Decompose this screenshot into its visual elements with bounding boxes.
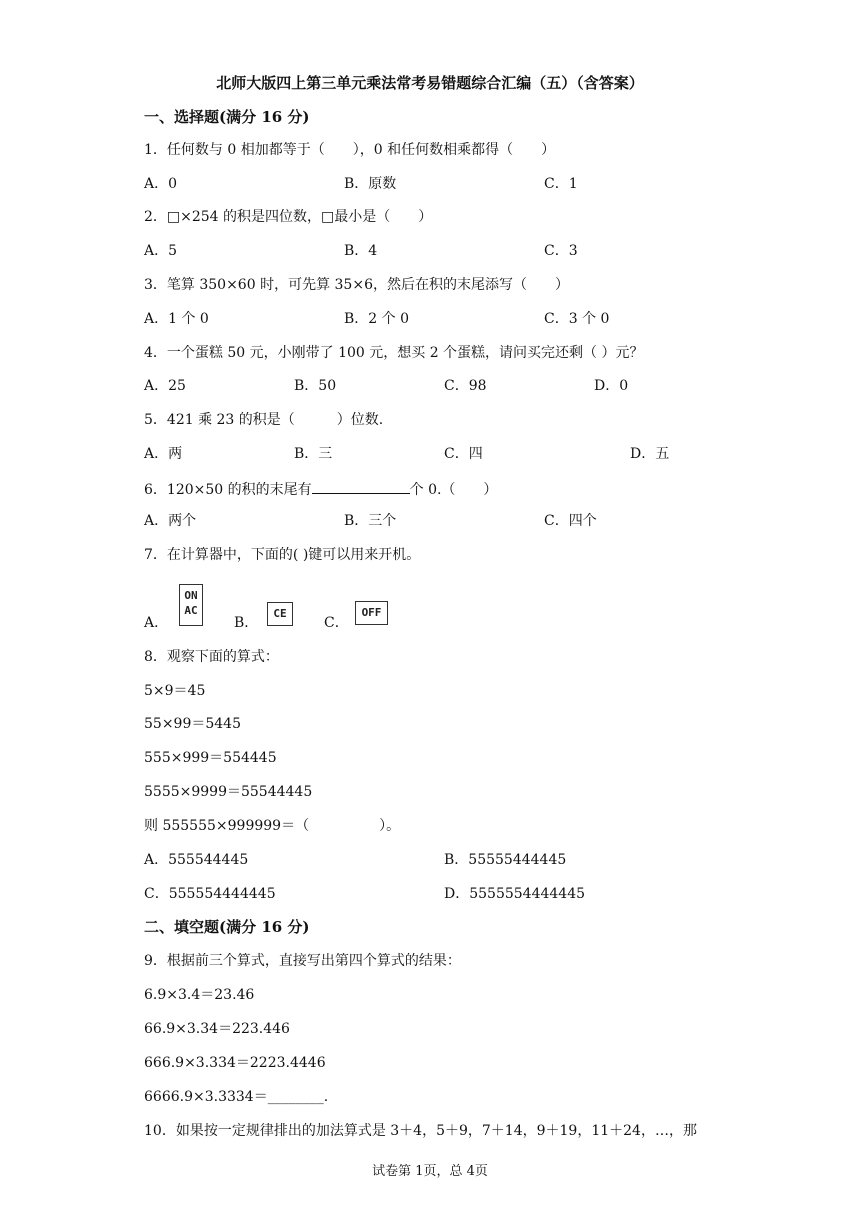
question-4-option-c: C．98: [444, 378, 487, 394]
question-3-option-a: A．1 个 0: [144, 311, 209, 327]
equation-line: 5×9＝45: [144, 683, 206, 699]
question-6-option-a: A．两个: [144, 513, 197, 529]
ce-key-icon: [267, 602, 293, 626]
question-5-option-a: A．两: [144, 446, 183, 462]
question-8-stem: 8．观察下面的算式：: [144, 649, 279, 665]
question-3-option-b: B．2 个 0: [344, 311, 410, 327]
question-5-option-b: B．三: [294, 446, 333, 462]
question-10-stem: 10．如果按一定规律排出的加法算式是 3＋4，5＋9，7＋14，9＋19，11＋24，…，那: [144, 1123, 697, 1139]
question-5-stem: 5．421 乘 23 的积是（ ）位数.: [144, 412, 384, 428]
question-9-stem: 9．根据前三个算式，直接写出第四个算式的结果：: [144, 953, 461, 969]
answer-blank[interactable]: [312, 479, 410, 494]
question-3-stem: 3．笔算 350×60 时，可先算 35×6，然后在积的末尾添写（ ）: [144, 277, 569, 293]
question-1-stem: 1．任何数与 0 相加都等于（ ），0 和任何数相乘都得（ ）: [144, 142, 556, 158]
question-6-stem-end: 个 0.（ ）: [409, 482, 498, 498]
section-heading-fill-blank: 二、填空题(满分 16 分): [144, 918, 310, 936]
question-1-option-a: A．0: [144, 176, 178, 192]
on-ac-key-icon: [179, 584, 203, 626]
off-key-icon: [355, 601, 388, 625]
equation-line: 666.9×3.334＝2223.4446: [144, 1055, 326, 1071]
question-6-option-b: B．三个: [344, 513, 397, 529]
question-4-option-d: D．0: [594, 378, 629, 394]
question-8-option-b: B．55555444445: [444, 852, 567, 868]
key-on-label: ON: [184, 589, 198, 602]
question-2-option-b: B．4: [344, 243, 378, 259]
question-2-stem: 2．□×254 的积是四位数，□最小是（ ）: [144, 209, 433, 225]
equation-line: 6.9×3.4＝23.46: [144, 987, 255, 1003]
question-1-option-c: C．1: [544, 176, 578, 192]
page-footer: 试卷第 1页，总 4页: [372, 1164, 488, 1179]
question-5-option-c: C．四: [444, 446, 483, 462]
key-ac-label: AC: [184, 604, 198, 617]
question-4-stem: 4．一个蛋糕 50 元，小刚带了 100 元，想买 2 个蛋糕，请问买完还剩（ ）元？: [144, 345, 644, 361]
document-title: 北师大版四上第三单元乘法常考易错题综合汇编（五）（含答案）: [216, 74, 644, 92]
equation-line: 则 555555×999999＝（ ）。: [144, 818, 401, 834]
question-4-option-a: A．25: [144, 378, 186, 394]
equation-line: 555×999＝554445: [144, 750, 277, 766]
question-4-option-b: B．50: [294, 378, 337, 394]
question-8-option-c: C．555554444445: [144, 886, 276, 902]
question-3-option-c: C．3 个 0: [544, 311, 610, 327]
section-heading-choice: 一、选择题(满分 16 分): [144, 108, 310, 126]
question-7-option-c: C．: [324, 615, 349, 631]
equation-line: 5555×9999＝55544445: [144, 784, 313, 800]
question-2-option-c: C．3: [544, 243, 578, 259]
question-2-option-a: A．5: [144, 243, 178, 259]
question-6-stem-start: 6．120×50 的积的末尾有: [144, 482, 312, 498]
equation-line: 66.9×3.34＝223.446: [144, 1021, 290, 1037]
key-off-label: OFF: [361, 606, 382, 619]
question-8-option-a: A．555544445: [144, 852, 249, 868]
question-6-option-c: C．四个: [544, 513, 597, 529]
question-8-option-d: D．5555554444445: [444, 886, 586, 902]
question-5-option-d: D．五: [630, 446, 670, 462]
question-7-option-a: A．: [144, 615, 169, 631]
question-1-option-b: B．原数: [344, 176, 397, 192]
question-7-option-b: B．: [234, 615, 259, 631]
question-6-stem: [144, 479, 497, 499]
question-7-stem: 7．在计算器中，下面的( )键可以用来开机。: [144, 547, 421, 563]
equation-line: 6666.9×3.3334＝________.: [144, 1089, 329, 1105]
key-ce-label: CE: [273, 607, 287, 620]
equation-line: 55×99＝5445: [144, 716, 241, 732]
